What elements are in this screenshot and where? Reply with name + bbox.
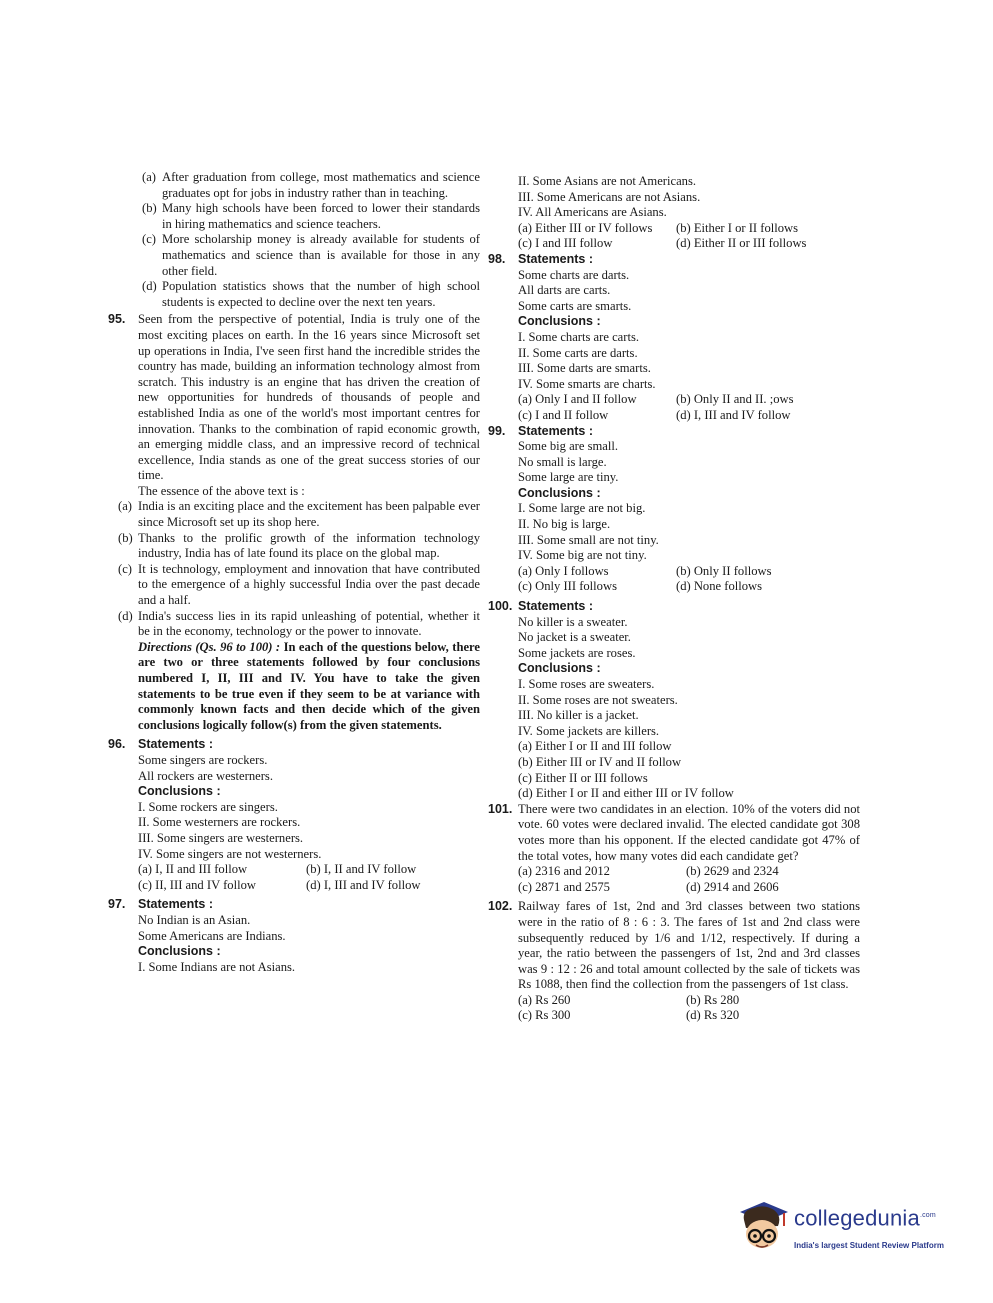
option: (a) 2316 and 2012: [518, 864, 610, 879]
conclusion: I. Some rockers are singers.: [138, 799, 278, 814]
option: (c) It is technology, employment and innovation that have contributed to the emergence of a highly successful India over the past decade and a half.: [118, 561, 480, 608]
statements-heading: Statements :: [518, 599, 594, 614]
conclusion: I. Some large are not big.: [518, 501, 646, 516]
option-row: [518, 392, 860, 408]
conclusions-heading: Conclusions :: [138, 784, 221, 799]
option-row: [518, 408, 860, 424]
option: (b) Either III or IV and II follow: [518, 754, 682, 769]
option: (d) 2914 and 2606: [686, 879, 779, 894]
brand-name: collegedunia$^{.com}$: [794, 1205, 936, 1231]
option: (b) Rs 280: [686, 992, 740, 1007]
statements-heading: Statements :: [138, 897, 214, 912]
conclusion: III. Some Americans are not Asians.: [518, 189, 701, 204]
conclusions-heading: Conclusions :: [138, 944, 221, 959]
option: (b) 2629 and 2324: [686, 864, 779, 879]
option-row: [518, 221, 860, 237]
statement: Some big are small.: [518, 439, 619, 454]
collegedunia-logo: [734, 1198, 964, 1262]
conclusion: I. Some Indians are not Asians.: [138, 959, 296, 974]
option-row: [518, 236, 860, 252]
conclusions-heading: Conclusions :: [518, 485, 601, 500]
option-row: [518, 579, 860, 595]
conclusion: I. Some charts are carts.: [518, 329, 639, 344]
question-101: [488, 802, 860, 896]
directions-text: In each of the questions below, there are two or three statements followed by four conclusions numbered I, II, III and IV. You have to take the given statements to be true even if they seem to be at variance with commonly known facts and then decide which of the given conclusions logically follow(s) from the given statements.: [138, 639, 480, 732]
conclusion: IV. All Americans are Asians.: [518, 205, 667, 220]
statement: No Indian is an Asian.: [138, 912, 251, 927]
option: (a) Either I or II and III follow: [518, 739, 672, 754]
option: (d) Rs 320: [686, 1008, 740, 1023]
statements-heading: Statements :: [518, 251, 594, 266]
question-number: 96.: [108, 737, 126, 752]
question-number: 101.: [488, 801, 513, 816]
option-row: [518, 1008, 860, 1024]
conclusion: IV. Some singers are not westerners.: [138, 846, 322, 861]
option: (c) I and II follow: [518, 407, 609, 422]
statement: All darts are carts.: [518, 283, 611, 298]
conclusions-heading: Conclusions :: [518, 661, 601, 676]
statement: No small is large.: [518, 454, 607, 469]
option: (d) Population statistics shows that the number of high school students is expected to decline over the next ten years.: [142, 279, 480, 309]
statement: No killer is a sweater.: [518, 614, 628, 629]
option: (b) Only II and II. ;ows: [676, 392, 794, 407]
question-prompt: The essence of the above text is :: [138, 483, 305, 498]
question-97-continued: [488, 174, 860, 252]
option: (c) Only III follows: [518, 579, 617, 594]
question-number: 97.: [108, 897, 126, 912]
option-row: [518, 564, 860, 580]
question-number: 102.: [488, 899, 513, 914]
conclusion: II. Some Asians are not Americans.: [518, 174, 697, 188]
conclusion: IV. Some smarts are charts.: [518, 376, 656, 391]
option: (c) Rs 300: [518, 1008, 571, 1023]
option: (d) India's success lies in its rapid unleashing of potential, whether it be in the economy, technology or the power to innovate.: [118, 608, 480, 639]
question-97: [108, 897, 480, 975]
option: (a) I, II and III follow: [138, 862, 248, 877]
option: (c) Either II or III follows: [518, 770, 648, 785]
question-number: 95.: [108, 312, 126, 327]
left-column: [108, 170, 480, 975]
option-row: [518, 880, 860, 896]
question-98: [488, 252, 860, 424]
option: (c) More scholarship money is already available for students of mathematics and science than is available for those in any other field.: [142, 232, 480, 278]
option: (a) Only I and II follow: [518, 392, 637, 407]
statements-heading: Statements :: [518, 423, 594, 438]
option: (d) I, III and IV follow: [306, 877, 421, 892]
conclusion: III. Some singers are westerners.: [138, 830, 304, 845]
conclusion: III. Some darts are smarts.: [518, 361, 651, 376]
option-row: [518, 993, 860, 1009]
directions-lead: Directions (Qs. 96 to 100) :: [138, 639, 281, 654]
statement: Some singers are rockers.: [138, 752, 268, 767]
question-text: Seen from the perspective of potential, India is truly one of the most exciting places on earth. In the 16 years since Microsoft set up operations in India, I've seen first hand the incredible strides the country has made, building an information technology almost from scratch. This industry is an engine that has driven the creation of new opportunities for hundreds of thousands of people and established India as one of the world's most important centres for innovation. Thanks to the combination of rapid economic growth, an emerging middle class, and an impressive record of technical excellence, India stands as one of the great success stories of our time.: [138, 312, 480, 483]
option: (b) I, II and IV follow: [306, 862, 417, 877]
question-number: 100.: [488, 599, 513, 614]
conclusion: II. No big is large.: [518, 517, 611, 532]
option: (a) Rs 260: [518, 992, 571, 1007]
statement: Some large are tiny.: [518, 470, 619, 485]
conclusions-heading: Conclusions :: [518, 314, 601, 329]
option: (a) After graduation from college, most mathematics and science graduates opt for jobs in industry rather than in teaching.: [142, 170, 480, 200]
option: (c) 2871 and 2575: [518, 879, 610, 894]
option-row: [138, 862, 480, 878]
option: (d) Either II or III follows: [676, 236, 807, 251]
option: (d) I, III and IV follow: [676, 407, 791, 422]
conclusion: II. Some roses are not sweaters.: [518, 692, 678, 707]
question-96: [108, 737, 480, 893]
option-row: [518, 864, 860, 880]
brand-tagline: India's largest Student Review Platform: [794, 1241, 944, 1250]
conclusion: I. Some roses are sweaters.: [518, 677, 655, 691]
option: (b) Either I or II follows: [676, 220, 799, 235]
option: (b) Thanks to the prolific growth of the information technology industry, India has of late found its place on the global map.: [118, 530, 480, 561]
option: (a) Only I follows: [518, 563, 609, 578]
statement: No jacket is a sweater.: [518, 630, 631, 645]
conclusion: III. Some small are not tiny.: [518, 532, 659, 547]
option: (c) I and III follow: [518, 236, 613, 251]
option: (c) II, III and IV follow: [138, 877, 256, 892]
question-text: There were two candidates in an election. 10% of the voters did not vote. 60 votes were declared invalid. The elected candidate got 308 votes more than his opponent. If the elected candidate got 47% of the total votes, how many votes did each candidate get?: [518, 801, 860, 863]
option: (d) None follows: [676, 579, 763, 594]
question-99: [488, 424, 860, 596]
mascot-icon: [734, 1198, 790, 1258]
conclusion: II. Some westerners are rockers.: [138, 815, 301, 830]
question-95: [108, 312, 480, 639]
option: (d) Either I or II and either III or IV follow: [518, 786, 734, 801]
question-text: Railway fares of 1st, 2nd and 3rd classes between two stations were in the ratio of 8 : 6 : 3. The fares of 1st and 2nd class were subsequently reduced by 1/6 and 1/12, respectively. If during a year, the ratio between the passengers of 1st, 2nd and 3rd classes was 9 : 12 : 26 and total amount collected by the sale of tickets was Rs 1088, then find the collection from the passengers of 1st class.: [518, 899, 860, 992]
statement: All rockers are westerners.: [138, 768, 273, 783]
option: (b) Many high schools have been forced to lower their standards in hiring mathematics and science teachers.: [142, 201, 480, 231]
conclusion: IV. Some big are not tiny.: [518, 548, 647, 563]
conclusion: II. Some carts are darts.: [518, 345, 638, 360]
option: (a) India is an exciting place and the excitement has been palpable ever since Microsoft set up its shop here.: [118, 499, 480, 530]
conclusion: III. No killer is a jacket.: [518, 708, 639, 723]
statement: Some carts are smarts.: [518, 298, 632, 313]
statement: Some Americans are Indians.: [138, 928, 286, 943]
question-94-options: [108, 170, 480, 310]
statements-heading: Statements :: [138, 737, 214, 752]
question-number: 99.: [488, 423, 506, 438]
question-number: 98.: [488, 251, 506, 266]
statement: Some charts are darts.: [518, 267, 630, 282]
question-102: [488, 899, 860, 1024]
option: (a) Either III or IV follows: [518, 220, 653, 235]
conclusion: IV. Some jackets are killers.: [518, 723, 660, 738]
directions: [108, 640, 480, 734]
option-row: [138, 878, 480, 894]
question-100: [488, 599, 860, 802]
statement: Some jackets are roses.: [518, 645, 636, 660]
option: (b) Only II follows: [676, 563, 772, 578]
right-column: [488, 174, 860, 1024]
